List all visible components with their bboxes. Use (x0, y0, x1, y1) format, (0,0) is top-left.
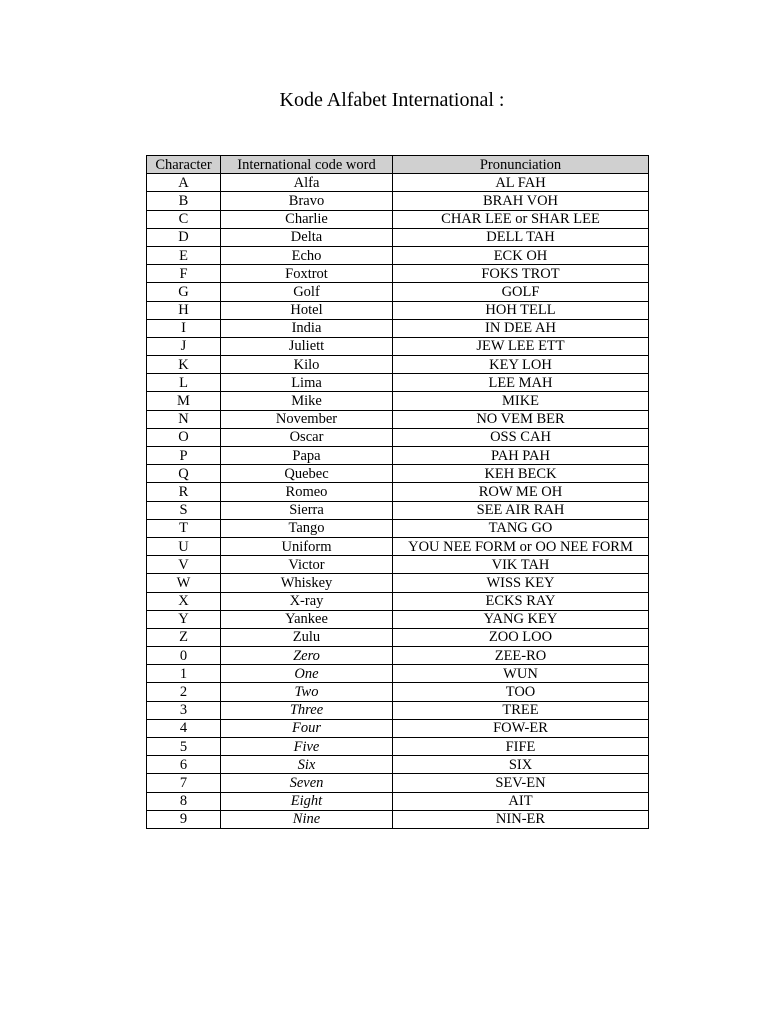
cell-code-word: Golf (221, 283, 393, 301)
cell-pronunciation: AL FAH (393, 174, 649, 192)
cell-code-word: Quebec (221, 465, 393, 483)
cell-character: P (147, 447, 221, 465)
cell-pronunciation: AIT (393, 792, 649, 810)
cell-code-word: Zero (221, 647, 393, 665)
table-row (147, 428, 649, 446)
cell-character: R (147, 483, 221, 501)
cell-character: N (147, 410, 221, 428)
cell-pronunciation: SIX (393, 756, 649, 774)
page-title: Kode Alfabet International : (279, 89, 505, 111)
cell-pronunciation: ZOO LOO (393, 628, 649, 646)
table-row (147, 537, 649, 555)
cell-character: L (147, 374, 221, 392)
cell-pronunciation: NIN-ER (393, 810, 649, 828)
column-header-pronunciation: Pronunciation (393, 156, 649, 174)
table-row (147, 738, 649, 756)
table-row (147, 392, 649, 410)
cell-character: W (147, 574, 221, 592)
cell-character: Q (147, 465, 221, 483)
cell-code-word: Eight (221, 792, 393, 810)
cell-pronunciation: WUN (393, 665, 649, 683)
table-row (147, 228, 649, 246)
column-header-character: Character (147, 156, 221, 174)
cell-pronunciation: KEY LOH (393, 356, 649, 374)
cell-code-word: Two (221, 683, 393, 701)
cell-code-word: One (221, 665, 393, 683)
cell-code-word: Yankee (221, 610, 393, 628)
cell-code-word: Six (221, 756, 393, 774)
cell-character: G (147, 283, 221, 301)
cell-character: J (147, 337, 221, 355)
cell-code-word: Oscar (221, 428, 393, 446)
table-row (147, 246, 649, 264)
cell-code-word: Four (221, 719, 393, 737)
cell-character: 7 (147, 774, 221, 792)
table-row (147, 192, 649, 210)
cell-character: O (147, 428, 221, 446)
cell-code-word: Echo (221, 246, 393, 264)
cell-character: 5 (147, 738, 221, 756)
cell-pronunciation: DELL TAH (393, 228, 649, 246)
table-row (147, 174, 649, 192)
cell-code-word: Tango (221, 519, 393, 537)
table-row (147, 374, 649, 392)
cell-pronunciation: CHAR LEE or SHAR LEE (393, 210, 649, 228)
cell-code-word: Delta (221, 228, 393, 246)
column-header-code-word: International code word (221, 156, 393, 174)
cell-pronunciation: NO VEM BER (393, 410, 649, 428)
table-row (147, 447, 649, 465)
cell-character: E (147, 246, 221, 264)
cell-code-word: Three (221, 701, 393, 719)
cell-character: X (147, 592, 221, 610)
cell-pronunciation: YOU NEE FORM or OO NEE FORM (393, 537, 649, 555)
cell-character: F (147, 265, 221, 283)
cell-character: D (147, 228, 221, 246)
cell-pronunciation: GOLF (393, 283, 649, 301)
table-row (147, 756, 649, 774)
cell-pronunciation: FIFE (393, 738, 649, 756)
cell-code-word: Nine (221, 810, 393, 828)
cell-pronunciation: TREE (393, 701, 649, 719)
table-row (147, 519, 649, 537)
cell-pronunciation: SEE AIR RAH (393, 501, 649, 519)
cell-character: V (147, 556, 221, 574)
cell-character: H (147, 301, 221, 319)
table-row (147, 465, 649, 483)
cell-character: T (147, 519, 221, 537)
table-header-row (147, 156, 649, 174)
table-row (147, 483, 649, 501)
table-row (147, 701, 649, 719)
cell-code-word: Uniform (221, 537, 393, 555)
cell-code-word: Victor (221, 556, 393, 574)
table-row (147, 610, 649, 628)
cell-code-word: Foxtrot (221, 265, 393, 283)
cell-code-word: Sierra (221, 501, 393, 519)
cell-pronunciation: ROW ME OH (393, 483, 649, 501)
cell-code-word: Charlie (221, 210, 393, 228)
table-row (147, 356, 649, 374)
cell-pronunciation: MIKE (393, 392, 649, 410)
table-row (147, 337, 649, 355)
cell-pronunciation: JEW LEE ETT (393, 337, 649, 355)
cell-pronunciation: ECKS RAY (393, 592, 649, 610)
table-row (147, 574, 649, 592)
cell-pronunciation: SEV-EN (393, 774, 649, 792)
cell-pronunciation: YANG KEY (393, 610, 649, 628)
cell-character: 9 (147, 810, 221, 828)
cell-character: U (147, 537, 221, 555)
cell-character: B (147, 192, 221, 210)
table-row (147, 556, 649, 574)
cell-pronunciation: IN DEE AH (393, 319, 649, 337)
table-row (147, 665, 649, 683)
table-row (147, 210, 649, 228)
cell-pronunciation: PAH PAH (393, 447, 649, 465)
cell-pronunciation: ZEE-RO (393, 647, 649, 665)
cell-character: A (147, 174, 221, 192)
cell-pronunciation: BRAH VOH (393, 192, 649, 210)
cell-pronunciation: VIK TAH (393, 556, 649, 574)
cell-pronunciation: WISS KEY (393, 574, 649, 592)
cell-character: K (147, 356, 221, 374)
cell-character: 3 (147, 701, 221, 719)
cell-code-word: Five (221, 738, 393, 756)
cell-pronunciation: FOKS TROT (393, 265, 649, 283)
table-row (147, 592, 649, 610)
cell-code-word: Juliett (221, 337, 393, 355)
table-row (147, 319, 649, 337)
cell-code-word: Romeo (221, 483, 393, 501)
cell-character: 6 (147, 756, 221, 774)
cell-code-word: India (221, 319, 393, 337)
cell-code-word: Alfa (221, 174, 393, 192)
cell-pronunciation: TOO (393, 683, 649, 701)
cell-character: 2 (147, 683, 221, 701)
table-row (147, 719, 649, 737)
cell-character: I (147, 319, 221, 337)
cell-pronunciation: ECK OH (393, 246, 649, 264)
cell-code-word: Mike (221, 392, 393, 410)
cell-pronunciation: KEH BECK (393, 465, 649, 483)
cell-character: 4 (147, 719, 221, 737)
table-row (147, 410, 649, 428)
cell-code-word: Seven (221, 774, 393, 792)
cell-character: M (147, 392, 221, 410)
table-row (147, 683, 649, 701)
table-row (147, 301, 649, 319)
table-row (147, 647, 649, 665)
table-row (147, 792, 649, 810)
phonetic-alphabet-table (146, 155, 649, 829)
cell-code-word: Bravo (221, 192, 393, 210)
cell-code-word: Zulu (221, 628, 393, 646)
table-row (147, 774, 649, 792)
table-row (147, 501, 649, 519)
cell-character: Y (147, 610, 221, 628)
table-row (147, 628, 649, 646)
cell-code-word: X-ray (221, 592, 393, 610)
cell-character: 8 (147, 792, 221, 810)
table-row (147, 265, 649, 283)
cell-code-word: November (221, 410, 393, 428)
cell-character: C (147, 210, 221, 228)
table-row (147, 810, 649, 828)
cell-pronunciation: FOW-ER (393, 719, 649, 737)
cell-code-word: Whiskey (221, 574, 393, 592)
cell-code-word: Lima (221, 374, 393, 392)
table-row (147, 283, 649, 301)
cell-character: 0 (147, 647, 221, 665)
cell-character: 1 (147, 665, 221, 683)
cell-character: Z (147, 628, 221, 646)
table-body (147, 174, 649, 829)
cell-code-word: Hotel (221, 301, 393, 319)
cell-pronunciation: OSS CAH (393, 428, 649, 446)
cell-pronunciation: HOH TELL (393, 301, 649, 319)
cell-code-word: Papa (221, 447, 393, 465)
cell-character: S (147, 501, 221, 519)
cell-pronunciation: TANG GO (393, 519, 649, 537)
cell-pronunciation: LEE MAH (393, 374, 649, 392)
cell-code-word: Kilo (221, 356, 393, 374)
